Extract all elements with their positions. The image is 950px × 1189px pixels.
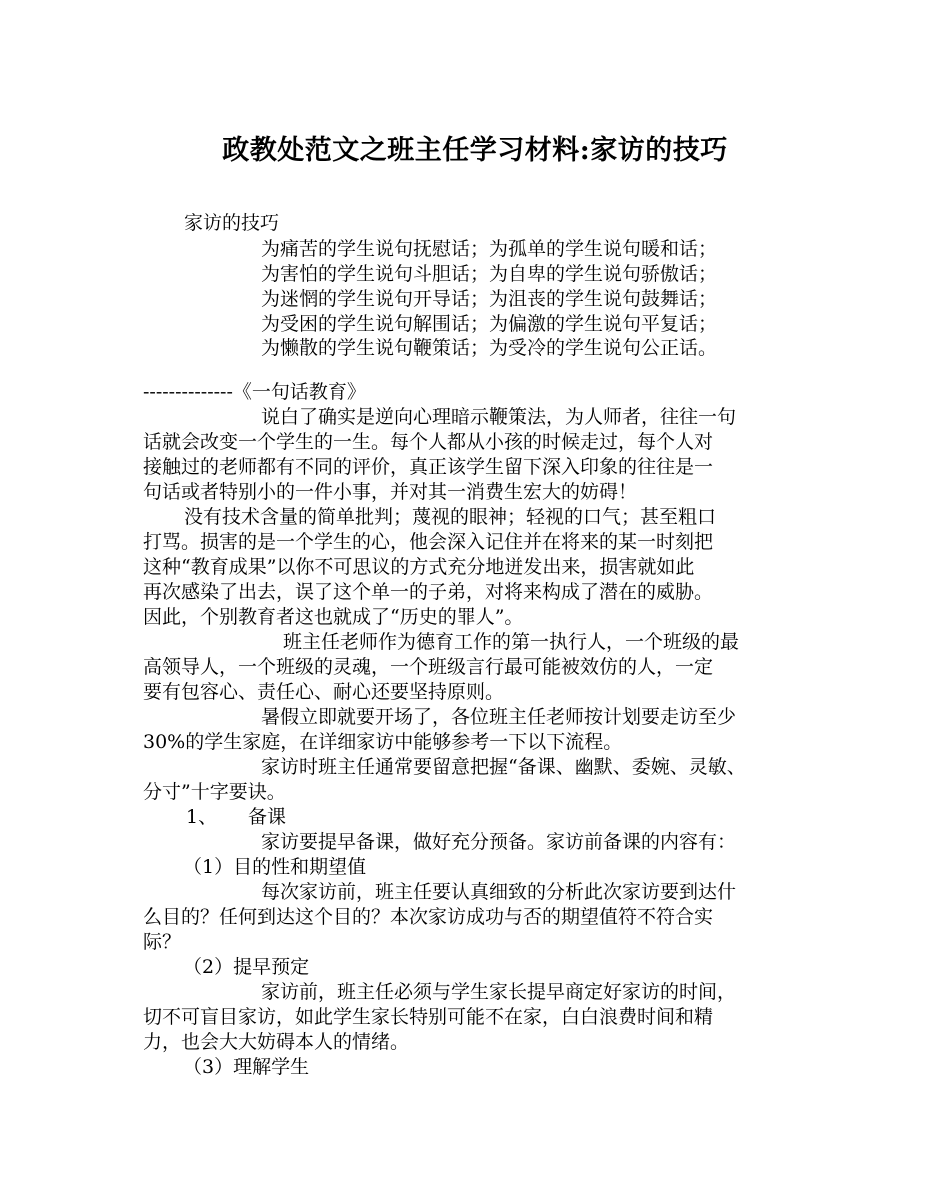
body-line: 打骂。损害的是一个学生的心，他会深入记住并在将来的某一时刻把 bbox=[143, 531, 714, 553]
body-line: 力，也会大大妨碍本人的情绪。 bbox=[143, 1031, 410, 1053]
poem-line: 为害怕的学生说句斗胆话；为自卑的学生说句骄傲话； bbox=[261, 263, 718, 285]
sub-heading: （2）提早预定 bbox=[183, 956, 310, 978]
body-line: 这种“教育成果”以你不可思议的方式充分地迸发出来，损害就如此 bbox=[143, 556, 695, 578]
poem-line: 为迷惘的学生说句开导话；为沮丧的学生说句鼓舞话； bbox=[261, 288, 718, 310]
body-line: 说白了确实是逆向心理暗示鞭策法，为人师者，往往一句 bbox=[261, 406, 737, 428]
body-line: 分寸”十字要诀。 bbox=[143, 781, 286, 803]
body-line: 家访时班主任通常要留意把握“备课、幽默、委婉、灵敏、 bbox=[261, 756, 746, 778]
body-line: 没有技术含量的简单批判；蔑视的眼神；轻视的口气；甚至粗口 bbox=[184, 506, 717, 528]
body-line: 接触过的老师都有不同的评价，真正该学生留下深入印象的往往是一 bbox=[143, 456, 714, 478]
poem-line: 为痛苦的学生说句抚慰话；为孤单的学生说句暖和话； bbox=[261, 238, 718, 260]
body-line: 每次家访前，班主任要认真细致的分析此次家访要到达什 bbox=[261, 881, 737, 903]
section-heading: 家访的技巧 bbox=[184, 212, 280, 234]
list-number: 1、 bbox=[186, 806, 218, 828]
sub-heading: （1）目的性和期望值 bbox=[183, 856, 367, 878]
source-attribution: --------------《一句话教育》 bbox=[143, 381, 366, 403]
body-line: 际？ bbox=[143, 931, 182, 953]
list-heading: 备课 bbox=[248, 806, 287, 828]
body-line: 要有包容心、责任心、耐心还要坚持原则。 bbox=[143, 681, 505, 703]
document-title: 政教处范文之班主任学习材料:家访的技巧 bbox=[222, 135, 728, 166]
poem-line: 为受困的学生说句解围话；为偏激的学生说句平复话； bbox=[261, 313, 718, 335]
body-line: 高领导人，一个班级的灵魂，一个班级言行最可能被效仿的人，一定 bbox=[143, 656, 714, 678]
poem-line: 为懒散的学生说句鞭策话；为受冷的学生说句公正话。 bbox=[261, 337, 718, 359]
body-line: 30%的学生家庭，在详细家访中能够参考一下以下流程。 bbox=[143, 731, 623, 753]
body-line: 句话或者特别小的一件小事，并对其一消费生宏大的妨碍！ bbox=[143, 481, 638, 503]
body-line: 么目的？任何到达这个目的？本次家访成功与否的期望值符不符合实 bbox=[143, 906, 714, 928]
body-line: 切不可盲目家访，如此学生家长特别可能不在家，白白浪费时间和精 bbox=[143, 1006, 714, 1028]
body-line: 班主任老师作为德育工作的第一执行人，一个班级的最 bbox=[283, 631, 740, 653]
body-line: 家访前，班主任必须与学生家长提早商定好家访的时间， bbox=[261, 981, 737, 1003]
body-line: 再次感染了出去，误了这个单一的子弟，对将来构成了潜在的威胁。 bbox=[143, 581, 714, 603]
body-line: 话就会改变一个学生的一生。每个人都从小孩的时候走过，每个人对 bbox=[143, 431, 714, 453]
body-line: 因此，个别教育者这也就成了“历史的罪人”。 bbox=[143, 606, 524, 628]
sub-heading: （3）理解学生 bbox=[183, 1056, 310, 1078]
body-line: 家访要提早备课，做好充分预备。家访前备课的内容有： bbox=[261, 831, 737, 853]
body-line: 暑假立即就要开场了，各位班主任老师按计划要走访至少 bbox=[261, 706, 737, 728]
